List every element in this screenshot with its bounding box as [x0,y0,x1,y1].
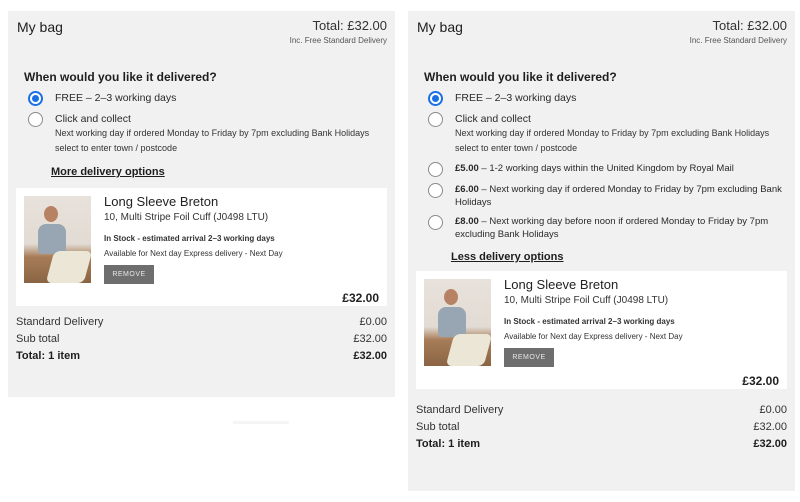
summary-row-subtotal [416,419,787,436]
delivery-option-click-collect[interactable] [428,112,787,156]
summary-label: Sub total [16,333,60,345]
more-delivery-options-link[interactable]: More delivery options [51,166,165,178]
remove-button[interactable]: REMOVE [504,348,554,367]
option-price: £5.00 [455,163,479,174]
item-stock-status: In Stock - estimated arrival 2–3 working days [104,234,275,243]
summary-value: £0.00 [759,404,787,416]
delivery-option-free[interactable] [28,91,387,106]
delivery-question: When would you like it delivered? [24,70,217,84]
bag-total-note: Inc. Free Standard Delivery [289,36,387,45]
item-name[interactable]: Long Sleeve Breton [104,194,219,209]
item-availability: Available for Next day Express delivery - Next Day [104,249,283,258]
summary-row-delivery [416,402,787,419]
option-price: £6.00 [455,184,479,195]
delivery-option-free[interactable] [428,91,787,106]
summary-value: £32.00 [353,333,387,345]
summary-label: Sub total [416,421,460,433]
summary-row-subtotal [16,331,387,348]
option-label: FREE – 2–3 working days [55,92,177,104]
bag-total: Total: £32.00 [712,18,787,33]
summary-label: Standard Delivery [16,316,104,328]
bag-item-card [16,188,387,306]
item-price: £32.00 [742,374,779,388]
option-label: FREE – 2–3 working days [455,92,577,104]
delivery-option-6[interactable] [428,183,787,209]
delivery-options [416,91,787,241]
bag-header [416,11,787,61]
radio-unselected-icon[interactable] [428,162,443,177]
summary-total-value: £32.00 [353,350,387,362]
item-availability: Available for Next day Express delivery - Next Day [504,332,683,341]
order-summary [416,402,787,453]
summary-row-total [416,436,787,453]
bag-panel-expanded [408,11,795,491]
summary-value: £0.00 [359,316,387,328]
delivery-option-8[interactable] [428,215,787,241]
option-label: Click and collect [55,113,131,125]
option-price: £8.00 [455,216,479,227]
product-image[interactable] [24,196,91,283]
item-price: £32.00 [342,291,379,305]
summary-total-label: Total: 1 item [416,438,480,450]
radio-unselected-icon[interactable] [428,215,443,230]
delivery-option-5[interactable] [428,162,787,177]
bag-title: My bag [17,19,63,35]
delivery-option-click-collect[interactable] [28,112,387,156]
order-summary [16,314,387,365]
item-stock-status: In Stock - estimated arrival 2–3 working days [504,317,675,326]
faint-divider [233,421,289,424]
summary-total-value: £32.00 [753,438,787,450]
summary-value: £32.00 [753,421,787,433]
delivery-options [16,91,387,156]
option-desc: – Next working day before noon if ordered Monday to Friday by 7pm excluding Bank Holidays [455,216,769,240]
less-delivery-options-link[interactable]: Less delivery options [451,251,564,263]
summary-total-label: Total: 1 item [16,350,80,362]
bag-title: My bag [417,19,463,35]
option-detail: Next working day if ordered Monday to Friday by 7pm excluding Bank Holidays [455,128,770,138]
radio-unselected-icon[interactable] [428,183,443,198]
summary-label: Standard Delivery [416,404,504,416]
option-label: Click and collect [455,113,531,125]
bag-item-card [416,271,787,389]
bag-header [16,11,387,61]
option-postcode-hint[interactable]: select to enter town / postcode [55,143,178,153]
option-detail: Next working day if ordered Monday to Friday by 7pm excluding Bank Holidays [55,128,370,138]
product-image[interactable] [424,279,491,366]
summary-row-delivery [16,314,387,331]
radio-unselected-icon[interactable] [428,112,443,127]
bag-total: Total: £32.00 [312,18,387,33]
radio-unselected-icon[interactable] [28,112,43,127]
bag-panel-collapsed [8,11,395,397]
bag-total-note: Inc. Free Standard Delivery [689,36,787,45]
summary-row-total [16,348,387,365]
item-variant: 10, Multi Stripe Foil Cuff (J0498 LTU) [104,212,269,223]
item-variant: 10, Multi Stripe Foil Cuff (J0498 LTU) [504,295,669,306]
radio-selected-icon[interactable] [428,91,443,106]
option-desc: – Next working day if ordered Monday to Friday by 7pm excluding Bank Holidays [455,184,782,208]
radio-selected-icon[interactable] [28,91,43,106]
remove-button[interactable]: REMOVE [104,265,154,284]
option-desc: – 1-2 working days within the United Kingdom by Royal Mail [478,163,734,174]
option-postcode-hint[interactable]: select to enter town / postcode [455,143,578,153]
item-name[interactable]: Long Sleeve Breton [504,277,619,292]
delivery-question: When would you like it delivered? [424,70,617,84]
